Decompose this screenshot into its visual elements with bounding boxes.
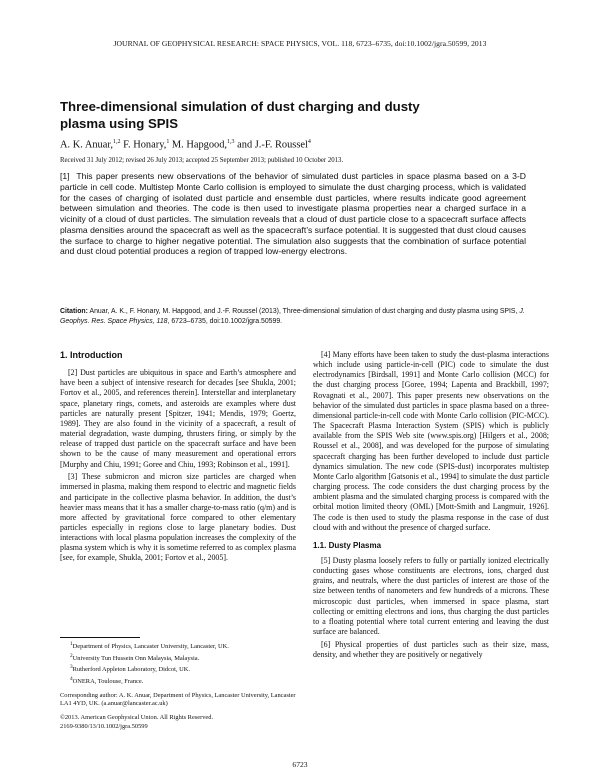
citation-text-end: , 6723–6735, doi:10.1002/jgra.50599. — [167, 317, 283, 325]
paragraph — [60, 472, 296, 563]
footnote-rule — [60, 637, 140, 638]
author-name: and J.-F. Roussel — [234, 139, 308, 151]
footnote-text: Rutherford Appleton Laboratory, Didcot, UK. — [72, 666, 190, 674]
footnote — [60, 640, 296, 652]
abstract-text: This paper presents new observations of the behavior of simulated dust particles in space plasma based on a 3-D particle in cell code. Multistep Monte Carlo collision is employed to simulate the dust charging process, which is validated for the cases of charging of isolated dust particle and ensemble dust particles, where results indicate good agreement between simulation and theories. The code is then used to investigate plasma properties near a charged surface in a vicinity of a cloud of dust particles. The simulation reveals that a cloud of dust particle close to a spacecraft surface affects plasma densities around the spacecraft as well as the spacecraft’s surface potential. It is suggested that dust cloud causes the surface to charge to higher negative potential. The simulation also suggests that the combination of surface potential and dust cloud potential produces a region of trapped low-energy electrons. — [60, 171, 526, 257]
abstract — [60, 171, 526, 257]
section-heading: 1. Introduction — [60, 350, 123, 360]
paragraph-text: Physical properties of dust particles such as their size, mass, density, and whether they are positively or negatively — [313, 639, 549, 659]
paragraph — [60, 368, 296, 470]
author-list — [60, 139, 311, 150]
paragraph-text: Dusty plasma loosely refers to fully or partially ionized electrically conducting gases whose constituents are electrons, ions, charged dust grains, and neutrals, where the dust particles of interest are those of the size between tenths of nanometers and few hundreds of a microns. These microscopic dust particles, when immersed in space plasma, start collecting or emitting electrons and ions, thus charging the dust particles to a floating potential where total current entering and leaving the dust surface are balanced. — [313, 555, 549, 637]
copyright-line: ©2013. American Geophysical Union. All Rights Reserved. — [60, 714, 214, 722]
footnote-marker: 1 — [70, 641, 73, 647]
author-name: F. Honary, — [120, 139, 167, 151]
journal-header: JOURNAL OF GEOPHYSICAL RESEARCH: SPACE PHYSICS, VOL. 118, 6723–6735, doi:10.1002/jgra.50599, 2013 — [113, 39, 487, 48]
citation — [60, 307, 530, 326]
paragraph-text: These submicron and micron size particles are charged when immersed in plasma, making them respond to electric and magnetic fields and participate in the collective plasma behavior. In addition, the dust’s heavier mass means that it has a smaller charge-to-mass ratio (q/m) and is more affected by gravitational force compared to other elementary particles especially in regions close to large planetary bodies. Dust interactions with local plasma population increases the complexity of the plasma system which is why it is sometime referred to as complex plasma [see, for example, Shukla, 2001; Fortov et al., 2005]. — [60, 472, 297, 563]
paragraph-marker: [2] — [68, 368, 78, 378]
paragraph — [313, 350, 549, 533]
affiliation-marker: 4 — [307, 139, 311, 145]
footnote-marker: 3 — [70, 664, 73, 671]
paragraph-text: Dust particles are ubiquitous in space and Earth’s atmosphere and have been a subject of intensive research for decades [see Shukla, 2001; Fortov et al., 2005, and references therein]. Interstellar and interplanetary space, planetary rings, comets, and asteroids are examples where dust particles are naturally present [Spitzer, 1941; Mendis, 1979; Goertz, 1989]. They are also found in the vicinity of a spacecraft, a result of material degradation, waste dumping, thrusters firing, or simply by the release of trapped dust particle on the spacecraft surface and have been shown to be the cause of many measurement and operational errors [Murphy and Chiu, 1991; Goree and Chiu, 1993; Robinson et al., 1991]. — [60, 368, 297, 469]
footnotes — [60, 640, 296, 731]
footnote — [60, 663, 296, 675]
paragraph-text: Many efforts have been taken to study the dust-plasma interactions which include using particle-in-cell (PIC) code to simulate the dust electrodynamics [Birdsall, 1991] and Monte Carlo collision (MCC) for the dust charging process [Goree, 1994; Lapenta and Brackbill, 1997; Rovagnati et al., 2007]. This paper presents new observations on the behavior of the simulated dust particles in space plasma based on a three-dimensional particle-in-cell code with Monte Carlo collision (PIC-MCC). The Spacecraft Plasma Interaction System (SPIS) which is publicly available from the SPIS Web site (www.spis.org) [Hilgers et al., 2008; Roussel et al., 2008], and was developed for the purpose of simulating spacecraft charging has been further developed to include dust particle dynamics simulation. The new code (SPIS-dust) incorporates multistep Monte Carlo algorithm [Gatsonis et al., 1994] to simulate the dust particle charging process. The code considers the dust charging process by the ambient plasma and the simulated charging process is compared with the orbital motion limited theory (OML) [Mott-Smith and Langmuir, 1926]. The code is then used to study the plasma response in the case of dust cloud with and without the presence of charged surface. — [313, 350, 549, 532]
footnote-text: Department of Physics, Lancaster University, Lancaster, UK. — [72, 643, 229, 651]
paragraph-marker: [1] — [60, 171, 70, 181]
issn-line: 2169-9380/13/10.1002/jgra.50599 — [60, 722, 148, 730]
footnote-marker: 4 — [70, 676, 73, 683]
paragraph — [313, 640, 549, 660]
paragraph-marker: [5] — [321, 555, 331, 565]
page-number: 6723 — [292, 760, 308, 769]
paragraph-marker: [4] — [321, 350, 331, 359]
left-column — [60, 350, 296, 566]
paragraph — [313, 556, 549, 637]
right-column — [313, 350, 549, 663]
author-name: A. K. Anuar, — [60, 139, 113, 151]
publication-dates: Received 31 July 2012; revised 26 July 2013; accepted 25 September 2013; published 10 October 2013. — [60, 157, 344, 164]
citation-label: Citation: — [60, 308, 88, 315]
footnote-marker: 2 — [70, 652, 73, 659]
paper-title: Three-dimensional simulation of dust charging and dusty plasma using SPIS — [60, 99, 420, 131]
author-name: M. Hapgood, — [169, 139, 228, 151]
subsection-heading: 1.1. Dusty Plasma — [313, 540, 382, 550]
footnote — [60, 675, 296, 687]
affiliation-marker: 1,3 — [227, 139, 235, 145]
citation-journal: J. Geophys. Res. Space Physics, 118 — [60, 308, 525, 325]
footnote-text: University Tun Hussein Onn Malaysia, Malaysia. — [72, 654, 200, 662]
footnote-text: ONERA, Toulouse, France. — [72, 678, 144, 686]
citation-text: Anuar, A. K., F. Honary, M. Hapgood, and J.-F. Roussel (2013), Three-dimensional simulation of dust charging and dusty plasma using SPIS, — [87, 308, 520, 315]
affiliation-marker: 1 — [166, 139, 170, 145]
affiliation-marker: 1,2 — [112, 139, 121, 145]
paragraph-marker: [3] — [68, 472, 78, 482]
footnote — [60, 652, 296, 664]
paragraph-marker: [6] — [321, 639, 331, 649]
corresponding-author: Corresponding author: A. K. Anuar, Department of Physics, Lancaster University, Lancaster LA1 4YD, UK. (a.anuar@lancaster.ac.uk) — [60, 691, 296, 708]
